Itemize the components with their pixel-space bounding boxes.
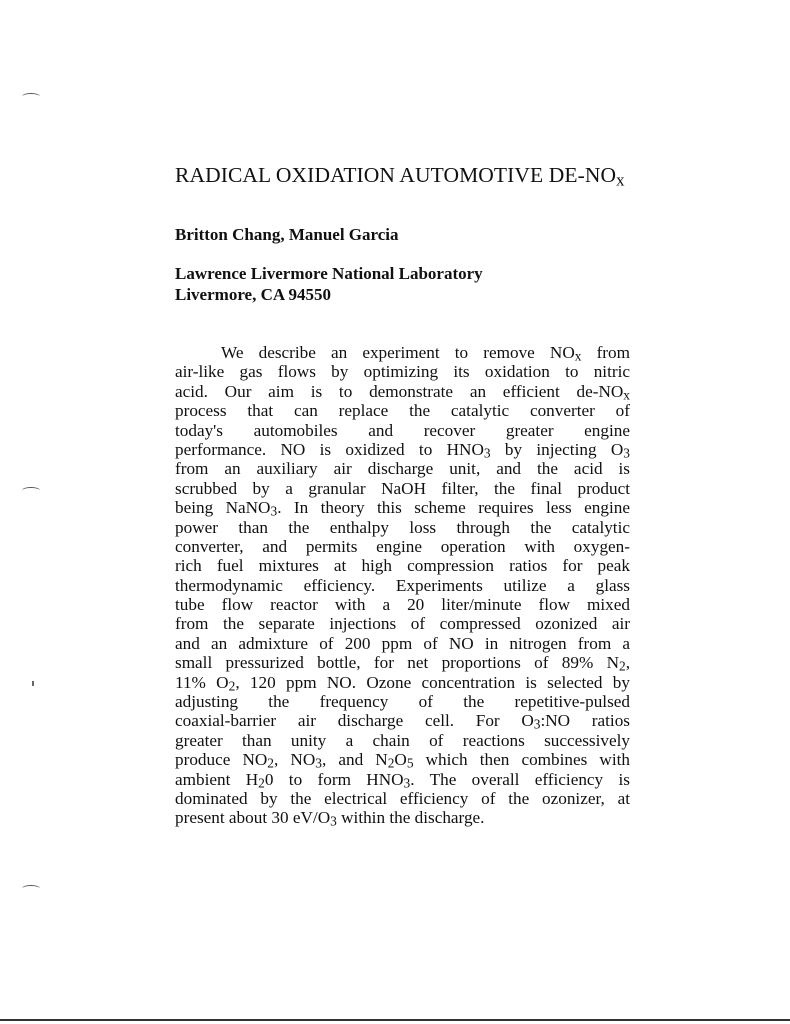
subscript: x — [574, 348, 582, 364]
scan-artifact-mark — [22, 93, 40, 100]
abstract-line: We describe an experiment to remove $NO_x$ from — [221, 343, 630, 364]
abstract-line: greater than unity a chain of reactions successively — [175, 730, 630, 750]
scan-artifact-mark — [22, 487, 40, 494]
abstract-line: from the separate injections of compressed ozonized air — [175, 614, 630, 634]
abstract-line: converter, and permits engine operation with oxygen- — [175, 536, 630, 556]
scan-artifact-dot — [32, 681, 34, 686]
subscript: 2 — [387, 755, 395, 771]
subscript: 3 — [623, 445, 630, 461]
abstract-line: ambient $H_20$ to form $HNO_3$. The overall efficiency is — [175, 769, 630, 791]
abstract-line: process that can replace the catalytic converter of — [175, 401, 630, 421]
subscript: 2 — [619, 658, 626, 674]
abstract-line: acid. Our aim is to demonstrate an efficient $de-NO_x$ — [175, 381, 630, 403]
affiliation — [175, 263, 483, 305]
scan-artifact-mark — [22, 885, 40, 892]
scan-edge — [0, 1019, 790, 1021]
abstract-line: rich fuel mixtures at high compression ratios for peak — [175, 556, 630, 576]
abstract-line: scrubbed by a granular NaOH filter, the final product — [175, 478, 630, 498]
subscript: 3 — [483, 445, 491, 461]
abstract-line: 11% $O_2$, 120 ppm NO. Ozone concentration is selected by — [175, 672, 630, 694]
abstract-line: power than the enthalpy loss through the catalytic — [175, 517, 630, 537]
abstract-line: small pressurized bottle, for net proportions of 89% $N_2$, — [175, 653, 630, 674]
abstract-line: and an admixture of 200 ppm of NO in nitrogen from a — [175, 633, 630, 653]
abstract-line: thermodynamic efficiency. Experiments utilize a glass — [175, 575, 630, 595]
abstract-line: being NaNO$_3$. In theory this scheme requires less engine — [175, 498, 630, 519]
abstract-line: dominated by the electrical efficiency of the ozonizer, at — [175, 788, 630, 808]
subscript: 3 — [315, 755, 322, 771]
subscript: 3 — [533, 717, 541, 733]
abstract-line: today's automobiles and recover greater engine — [175, 420, 630, 440]
subscript: 2 — [228, 678, 236, 694]
abstract-line: performance. NO is oxidized to $HNO_3$ by injecting $O_3$ — [175, 439, 630, 461]
abstract-line: air-like gas flows by optimizing its oxidation to nitric — [175, 362, 630, 382]
abstract-line: coaxial-barrier air discharge cell. For $O_3:NO$ ratios — [175, 711, 630, 733]
institution: Lawrence Livermore National Laboratory — [175, 264, 483, 283]
subscript: 2 — [258, 775, 265, 791]
subscript: x — [623, 387, 630, 403]
abstract — [175, 343, 630, 828]
subscript: 3 — [330, 814, 337, 830]
abstract-line: adjusting the frequency of the repetitive-pulsed — [175, 692, 630, 712]
abstract-line: produce $NO_2$, $NO_3$, and $N_2O_5$ which then combines with — [175, 750, 630, 771]
subscript: 3 — [270, 503, 278, 519]
paper-title: RADICAL OXIDATION AUTOMOTIVE $DE-NO_x$ — [175, 163, 625, 190]
subscript: 5 — [406, 755, 414, 771]
address: Livermore, CA 94550 — [175, 285, 331, 304]
abstract-line: present about 30 $eV/O_3$ within the discharge. — [175, 808, 485, 830]
subscript: 3 — [403, 775, 411, 791]
abstract-line: from an auxiliary air discharge unit, and the acid is — [175, 459, 630, 479]
abstract-line: tube flow reactor with a 20 liter/minute flow mixed — [175, 595, 630, 615]
subscript: 2 — [267, 755, 274, 771]
authors: Britton Chang, Manuel Garcia — [175, 225, 399, 244]
